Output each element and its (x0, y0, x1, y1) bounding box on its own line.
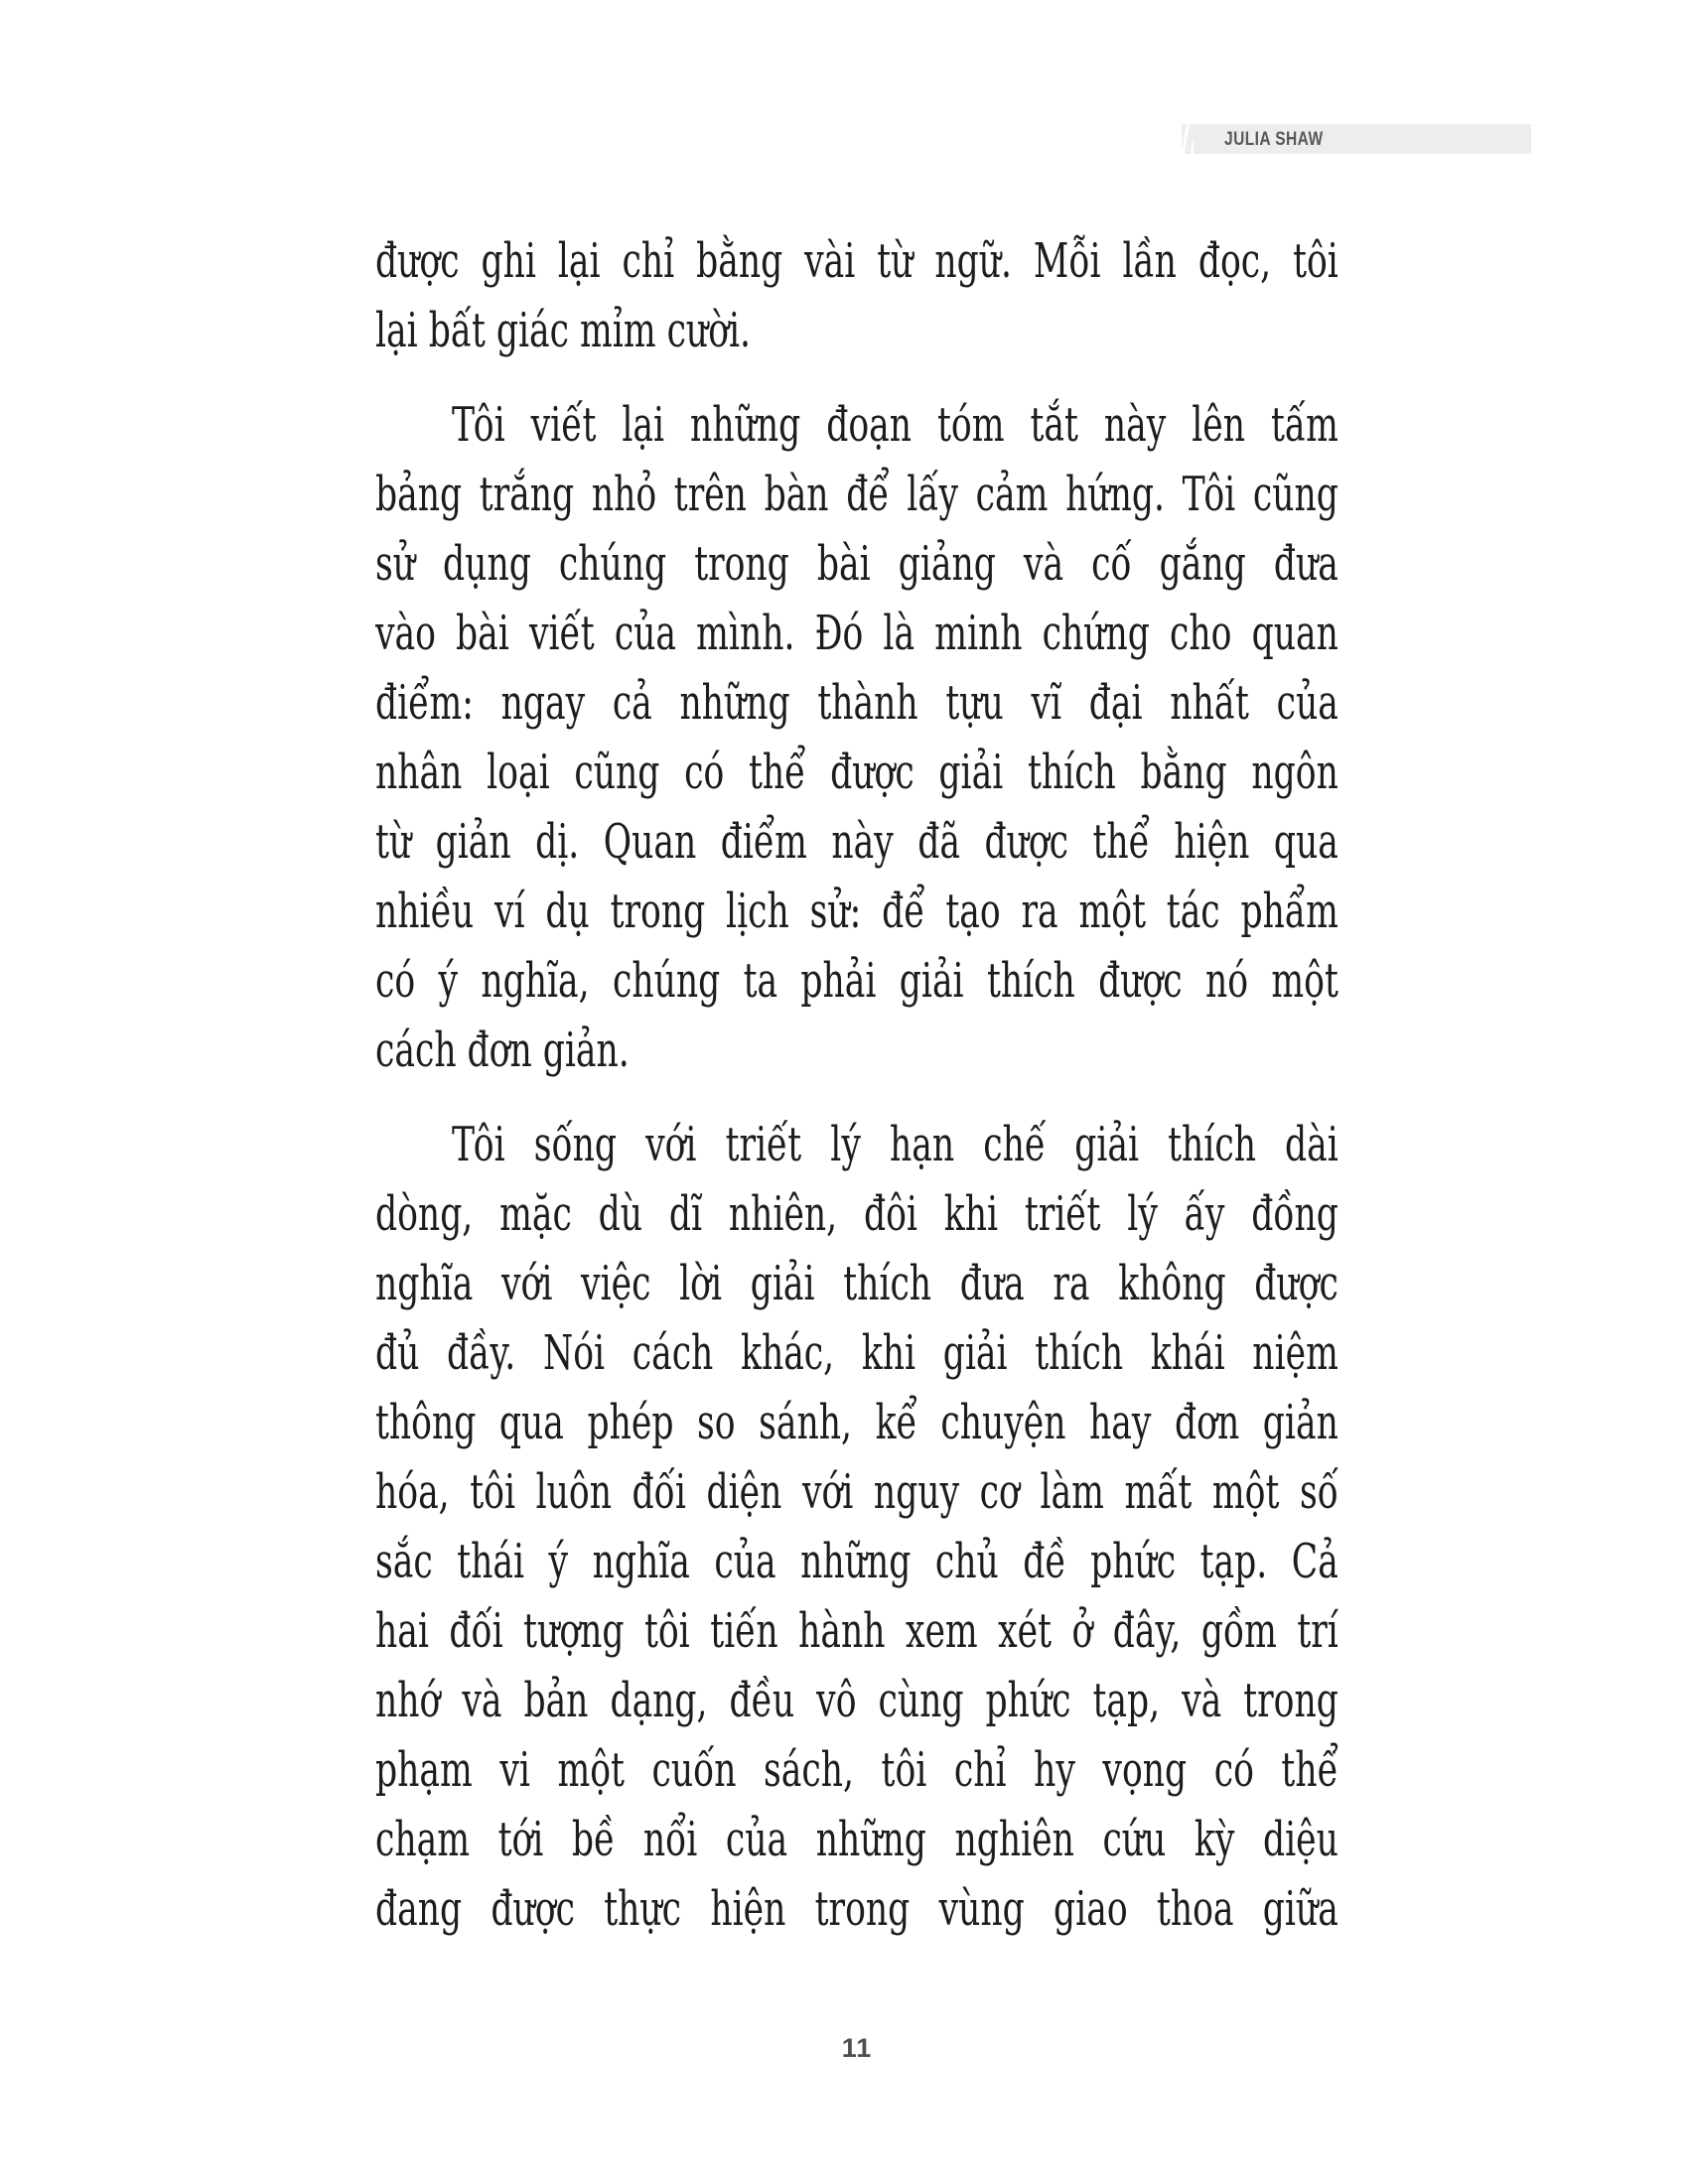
body-text (375, 226, 1338, 1969)
paragraph-2 (375, 390, 1338, 1085)
text-line: vào bài viết của mình. Đó là minh chứng cho quan (375, 606, 1338, 661)
text-line: đủ đầy. Nói cách khác, khi giải thích khái niệm (375, 1325, 1338, 1381)
text-line: bảng trắng nhỏ trên bàn để lấy cảm hứng. Tôi cũng (375, 467, 1338, 522)
text-line: có ý nghĩa, chúng ta phải giải thích được nó một (375, 953, 1338, 1009)
text-line: điểm: ngay cả những thành tựu vĩ đại nhất của (375, 675, 1338, 731)
text-line: phạm vi một cuốn sách, tôi chỉ hy vọng có thể (375, 1742, 1338, 1798)
text-line: từ giản dị. Quan điểm này đã được thể hiện qua (375, 814, 1338, 870)
text-line: đang được thực hiện trong vùng giao thoa giữa (375, 1881, 1338, 1937)
text-line: Tôi sống với triết lý hạn chế giải thích dài (452, 1117, 1338, 1172)
text-line: dòng, mặc dù dĩ nhiên, đôi khi triết lý ấy đồng (375, 1186, 1338, 1242)
text-line: lại bất giác mỉm cười. (375, 303, 752, 358)
text-line: nhớ và bản dạng, đều vô cùng phức tạp, và trong (375, 1673, 1338, 1728)
running-header-bar (1182, 124, 1531, 154)
text-line: cách đơn giản. (375, 1023, 630, 1078)
text-line: nghĩa với việc lời giải thích đưa ra không được (375, 1256, 1338, 1311)
text-line: thông qua phép so sánh, kể chuyện hay đơn giản (375, 1395, 1338, 1450)
text-line: nhiều ví dụ trong lịch sử: để tạo ra một tác phẩm (375, 884, 1338, 939)
running-header-title: JULIA SHAW (1224, 129, 1324, 150)
text-line: được ghi lại chỉ bằng vài từ ngữ. Mỗi lần đọc, tôi (375, 233, 1338, 289)
text-line: chạm tới bề nổi của những nghiên cứu kỳ diệu (375, 1812, 1338, 1867)
text-line: hai đối tượng tôi tiến hành xem xét ở đây, gồm trí (375, 1603, 1338, 1659)
text-line: sử dụng chúng trong bài giảng và cố gắng đưa (375, 536, 1338, 592)
text-line: sắc thái ý nghĩa của những chủ đề phức tạp. Cả (375, 1534, 1338, 1589)
paragraph-3 (375, 1110, 1338, 1944)
text-line: hóa, tôi luôn đối diện với nguy cơ làm mất một số (375, 1464, 1338, 1520)
paragraph-1 (375, 226, 1338, 365)
page-number: 11 (841, 2033, 873, 2063)
text-line: Tôi viết lại những đoạn tóm tắt này lên tấm (452, 397, 1338, 453)
text-line: nhân loại cũng có thể được giải thích bằng ngôn (375, 745, 1338, 800)
